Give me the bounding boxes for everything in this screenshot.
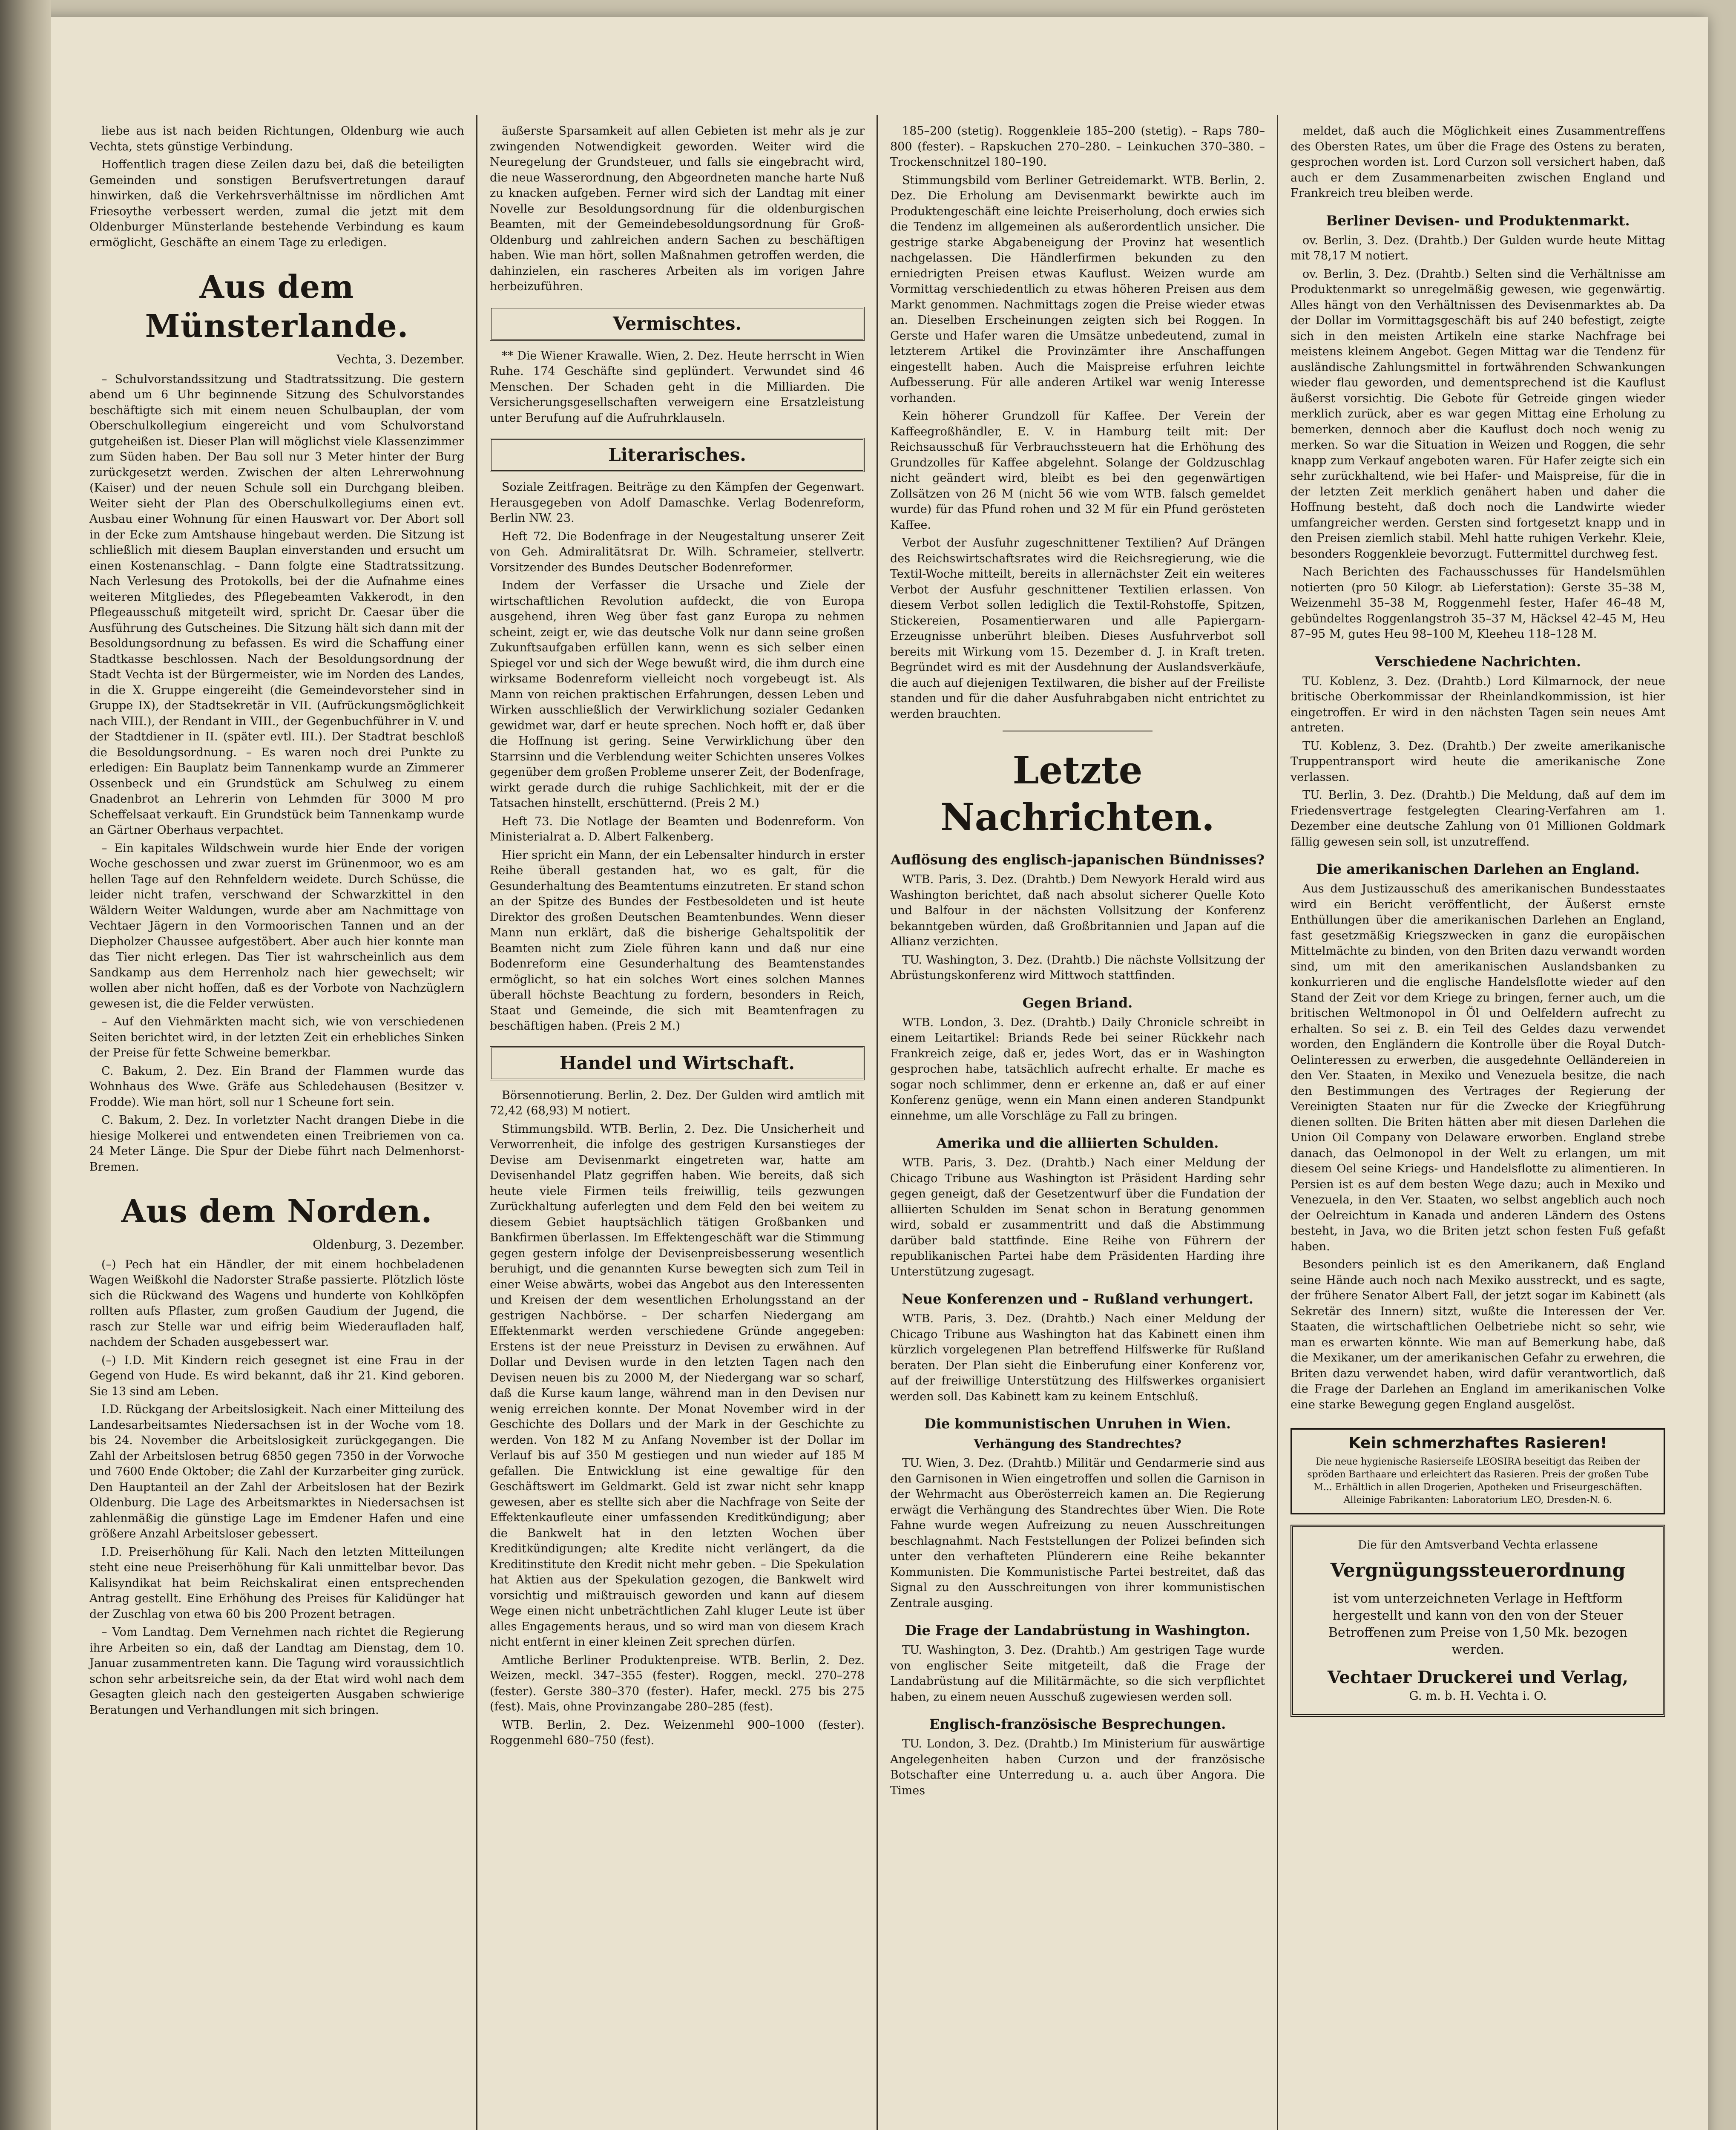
boxed-heading: Literarisches. xyxy=(490,438,865,472)
paragraph: WTB. Berlin, 2. Dez. Weizenmehl 900–1000 (fester). Roggenmehl 680–750 (fest). xyxy=(490,1718,865,1747)
paragraph: Indem der Verfasser die Ursache und Ziele der wirtschaftlichen Revolution aufdeckt, die von Europa ausgehend, ihren Weg über fast ganz Europa zu nehmen scheint, zeigt er, wie das deutsche Volk nur dann seine großen Zukunftsaufgaben erfüllen kann, wenn es sich selber einen Spiegel vor und sich der Wege bewußt wird, die ihm durch eine wirksame Bodenreform vielleicht noch vorgebeugt ist. Als Mann von reichen praktischen Erfahrungen, dessen Leben und Wirken ausschließlich der Verwirklichung sozialer Gedanken gewidmet war, darf er heute sprechen. Noch hofft er, daß über die Hoffnung ist gering. Seine Verwirklichung über den Starrsinn und die Verblendung weiter Schichten unseres Volkes gegenüber dem großen Probleme unserer Zeit, der Bodenfrage, wirkt gerade durch die ruhige Sachlichkeit, mit der er die Tatsachen hinstellt, erschütternd. (Preis 2 M.) xyxy=(490,579,865,810)
paragraph: Heft 72. Die Bodenfrage in der Neugestaltung unserer Zeit von Geh. Admiralitätsrat Dr. Wilh. Schrameier, stellvertr. Vorsitzender des Bundes Deutscher Bodenreformer. xyxy=(490,530,865,574)
paragraph: liebe aus ist nach beiden Richtungen, Oldenburg wie auch Vechta, stets günstige Verbindung. xyxy=(89,124,464,153)
page-binding-shadow xyxy=(0,0,51,2130)
subheading: Gegen Briand. xyxy=(1022,994,1133,1011)
column-rule xyxy=(476,115,477,2130)
subheading: Die Frage der Landabrüstung in Washington. xyxy=(905,1622,1250,1638)
boxed-heading: Vermischtes. xyxy=(490,307,865,341)
paragraph: – Vom Landtag. Dem Vernehmen nach richtet die Regierung ihre Arbeiten so ein, daß der Landtag am Dienstag, dem 10. Januar zusammentreten kann. Die Tagung wird voraussichtlich schon sehr arbeitsreiche sein, da der Etat wird wohl nach dem Gesagten gleich nach den gesteigerten Ausgaben schwierige Beratungen und Verhandlungen mit sich bringen. xyxy=(89,1626,464,1717)
newspaper-page xyxy=(26,17,1708,2130)
paragraph: TU. Wien, 3. Dez. (Drahtb.) Militär und Gendarmerie sind aus den Garnisonen in Wien eingetroffen und sollen die Garnison in der Wehrmacht aus Oberösterreich kamen an. Die Regierung erwägt die Verhängung des Standrechtes über Wien. Die Rote Fahne wurde wegen Aufreizung zu neuen Ausschreitungen beschlagnahmt. Nach Feststellungen der Polizei befinden sich unter den verhafteten Plünderern eine Reihe bekannter Kommunisten. Die Kommunistische Partei bestreitet, daß das Signal zu den Ausschreitungen von ihrer kommunistischen Zentrale ausging. xyxy=(890,1456,1265,1610)
column-1 xyxy=(89,124,464,1721)
paragraph: Amtliche Berliner Produktenpreise. WTB. Berlin, 2. Dez. Weizen, meckl. 347–355 (fester). Roggen, meckl. 270–278 (fester). Gerste 380–370 (fester). Hafer, meckl. 275 bis 275 (fest). Mais, ohne Provinzangabe 280–285 (fest). xyxy=(490,1653,865,1713)
paragraph: TU. Koblenz, 3. Dez. (Drahtb.) Lord Kilmarnock, der neue britische Oberkommissar der Rheinlandkommission, ist hier eingetroffen. Er wird in den nächsten Tagen sein neues Amt antreten. xyxy=(1291,674,1665,734)
ad-line: Die für den Amtsverband Vechta erlassene xyxy=(1358,1538,1598,1551)
paragraph: I.D. Preiserhöhung für Kali. Nach den letzten Mitteilungen steht eine neue Preiserhöhung für Kali unmittelbar bevor. Das Kalisyndikat hat beim Reichskalirat einen entsprechenden Antrag gestellt. Eine Erhöhung des Preises für Kalidünger hat der Zuschlag von etwa 60 bis 200 Prozent betragen. xyxy=(89,1545,464,1621)
subheading: Neue Konferenzen und – Rußland verhungert. xyxy=(902,1291,1253,1307)
subheading: Englisch-französische Besprechungen. xyxy=(929,1716,1226,1732)
paragraph: C. Bakum, 2. Dez. In vorletzter Nacht drangen Diebe in die hiesige Molkerei und entwendeten einen Treibriemen von ca. 24 Meter Länge. Die Spur der Diebe führt nach Delmenhorst-Bremen. xyxy=(89,1114,464,1174)
paragraph: TU. Koblenz, 3. Dez. (Drahtb.) Der zweite amerikanische Truppentransport wird heute die amerikanische Zone verlassen. xyxy=(1291,739,1665,784)
subheading: Verschiedene Nachrichten. xyxy=(1375,653,1581,670)
paragraph: WTB. Paris, 3. Dez. (Drahtb.) Dem Newyork Herald wird aus Washington berichtet, daß nach absolut sicherer Quelle Koto und Balfour in der nächsten Vollsitzung der Konferenz bekanntgeben würden, daß Großbritannien und Japan auf die Allianz verzichten. xyxy=(890,873,1265,948)
page-section-title: Letzte Nachrichten. xyxy=(940,748,1215,839)
paragraph: WTB. Paris, 3. Dez. (Drahtb.) Nach einer Meldung der Chicago Tribune aus Washington hat das Kabinett einen ihm kürzlich vorgelegenen Plan betreffend Hilfswerke für Rußland beraten. Der Plan sieht die Einberufung einer Konferenz vor, auf der freiwillige Unterstützung des Hilfswerkes organisiert werden soll. Das Kabinett kam zu keinem Entschluß. xyxy=(890,1312,1265,1403)
paragraph: äußerste Sparsamkeit auf allen Gebieten ist mehr als je zur zwingenden Notwendigkeit geworden. Weiter wird die Neuregelung der Grundsteuer, und falls sie eingebracht wird, die neue Wasserordnung, den Abgeordneten manche harte Nuß zu knacken aufgeben. Ferner wird sich der Landtag mit einer Novelle zur Besoldungsordnung für die oldenburgischen Beamten, mit der Gemeindebesoldungsordnung für Groß-Oldenburg und zahlreichen andern Sachen zu beschäftigen haben. Wie man hört, sollen Maßnahmen getroffen werden, die dahinzielen, ein rascheres Arbeiten als im vorigen Jahre herbeizuführen. xyxy=(490,124,865,293)
subheading: Auflösung des englisch-japanischen Bündnisses? xyxy=(891,852,1265,868)
column-2 xyxy=(490,124,865,1751)
paragraph: Stimmungsbild vom Berliner Getreidemarkt. WTB. Berlin, 2. Dez. Die Erholung am Devisenmarkt bewirkte auch im Produktengeschäft eine leichte Preiserholung, doch erwies sich die Tendenz im allgemeinen als außerordentlich unsicher. Die gestrige starke Abgabeneigung der Provinz hat wesentlich nachgelassen. Die Händlerfirmen bekunden zu den erniedrigten Preisen etwas Kauflust. Weizen wurde am Vormittag verschiedentlich zu etwas höheren Preisen aus dem Markt genommen. Nachmittags zogen die Preise wieder etwas an. Dieselben Erscheinungen zeigten sich bei Roggen. In Gerste und Hafer waren die Umsätze unbedeutend, zumal in letzterem Artikel die Provinzämter ihre Anschaffungen eingestellt haben. Auch die Maispreise erfuhren leichte Aufbesserung. Für alle anderen Artikel war wenig Interesse vorhanden. xyxy=(890,173,1265,405)
ad-body: ist vom unterzeichneten Verlage in Heftform hergestellt und kann von den von der Steuer Betroffenen zum Preise von 1,50 Mk. bezogen werden. xyxy=(1328,1591,1628,1657)
paragraph: ** Die Wiener Krawalle. Wien, 2. Dez. Heute herrscht in Wien Ruhe. 174 Geschäfte sind geplündert. Verwundet sind 46 Menschen. Der Schaden geht in die Milliarden. Die Versicherungsgesellschaften verweigern eine Ersatzleistung unter Berufung auf die Aufruhrklauseln. xyxy=(490,349,865,425)
paragraph: Hier spricht ein Mann, der ein Lebensalter hindurch in erster Reihe überall gestanden hat, wo es galt, für die Gesunderhaltung des Beamtentums einzutreten. Er stand schon an der Spitze des Bundes der Festbesoldeten und ist heute Direktor des großen Deutschen Beamtenbundes. Wenn dieser Mann nun erklärt, daß die bisherige Gehaltspolitik der Beamten nicht zum Ziele führen kann und daß nur eine Bodenreform eine Gesunderhaltung des Beamtenstandes ermöglicht, so hat ein solches Wort eines solchen Mannes überall höchste Beachtung zu fordern, besonders in Reich, Staat und Gemeinde, die sich mit Beamtenfragen zu beschäftigen haben. (Preis 2 M.) xyxy=(490,848,865,1033)
paragraph: WTB. London, 3. Dez. (Drahtb.) Daily Chronicle schreibt in einem Leitartikel: Briands Rede bei seiner Rückkehr nach Frankreich zeige, daß er, jedes Wort, das er in Washington gesprochen habe, tatsächlich aufrecht erhalte. Er mache es sogar noch schlimmer, denn er erkenne an, daß er auf einer Konferenz genüge, wenn ein Mann einen anderen Standpunkt einnehme, um alle Vorschläge zu Fall zu bringen. xyxy=(890,1016,1265,1123)
ad-body: Die neue hygienische Rasierseife LEOSIRA beseitigt das Reiben der spröden Barthaare und erleichtert das Rasieren. Preis der großen Tube M... Erhältlich in allen Drogerien, Apotheken und Friseurgeschäften. Alleinige Fabrikanten: Laboratorium LEO, Dresden-N. 6. xyxy=(1307,1456,1649,1505)
subheading: Die kommunistischen Unruhen in Wien. xyxy=(924,1416,1231,1432)
section-heading: Aus dem Norden. xyxy=(121,1193,433,1230)
paragraph: WTB. Paris, 3. Dez. (Drahtb.) Nach einer Meldung der Chicago Tribune aus Washington ist Präsident Harding sehr gegen geneigt, daß der Gesetzentwurf über die Fundation der alliierten Schulden im Senat schon in Beratung genommen wird, sobald er zusammentritt und daß die Abstimmung darüber bald stattfinde. Eine Reihe von Führern der republikanischen Partei habe dem Präsidenten Harding ihre Unterstützung zugesagt. xyxy=(890,1156,1265,1278)
column-3 xyxy=(890,124,1265,1801)
paragraph: Börsennotierung. Berlin, 2. Dez. Der Gulden wird amtlich mit 72,42 (68,93) M notiert. xyxy=(490,1088,865,1117)
paragraph: Soziale Zeitfragen. Beiträge zu den Kämpfen der Gegenwart. Herausgegeben von Adolf Damaschke. Verlag Bodenreform, Berlin NW. 23. xyxy=(490,481,865,525)
subheading: Verhängung des Standrechtes? xyxy=(974,1437,1181,1451)
paragraph: TU. Washington, 3. Dez. (Drahtb.) Am gestrigen Tage wurde von englischer Seite mitgeteilt, daß die Frage der Landabrüstung auf die Militärmächte, so die sich verpflichtet haben, zu einem neuen Ausschuß zugewiesen werden soll. xyxy=(890,1644,1265,1704)
dateline: Vechta, 3. Dezember. xyxy=(336,352,464,366)
paragraph: (–) I.D. Mit Kindern reich gesegnet ist eine Frau in der Gegend von Hude. Es wird bekannt, daß ihr 21. Kind geboren. Sie 13 sind am Leben. xyxy=(89,1353,464,1398)
paragraph: 185–200 (stetig). Roggenkleie 185–200 (stetig). – Raps 780–800 (fester). – Rapskuchen 270–280. – Leinkuchen 370–380. – Trockenschnitzel 180–190. xyxy=(890,124,1265,169)
advertisement-razor xyxy=(1291,1428,1665,1514)
paragraph: – Auf den Viehmärkten macht sich, wie von verschiedenen Seiten berichtet wird, in der letzten Zeit ein erhebliches Sinken der Preise für fette Schweine bemerkbar. xyxy=(89,1015,464,1059)
paragraph: ov. Berlin, 3. Dez. (Drahtb.) Selten sind die Verhältnisse am Produktenmarkt so unregelmäßig gewesen, wie gegenwärtig. Alles hängt von den Verhältnissen des Devisenmarktes ab. Da der Dollar im Vormittagsgeschäft bis auf 240 befestigt, zeigte sich in den meisten Artikeln eine starke Nachfrage bei meistens kleinem Angebot. Gegen Mittag war die Tendenz für ausländische Zahlungsmittel in fortwährenden Schwankungen wieder flau geworden, und dementsprechend ist die Kauflust äußerst vorsichtig. Die Gebote für Getreide gingen wieder merklich zurück, aber es war gegen Mittag eine Erholung zu bemerken, dennoch aber die Kauflust doch noch wenig zu merken. So war die Situation in Weizen und Roggen, die sehr knapp zum Verkauf angeboten waren. Für Hafer zeigte sich ein sehr zurückhaltend, wie bei Hafer- und Maispreise, für die in der letzten Zeit merklich genähert haben und daher die Hoffnung besteht, daß doch noch die Landwirte wieder umfangreicher werden. Gersten sind fortgesetzt knapp und in den Preisen ziemlich stabil. Mehl hatte ruhigen Verkehr. Kleie, besonders Roggenkleie bevorzugt. Futtermittel durchweg fest. xyxy=(1291,267,1665,561)
paragraph: – Schulvorstandssitzung und Stadtratssitzung. Die gestern abend um 6 Uhr beginnende Sitzung des Schulvorstandes beschäftigte sich mit einem neuen Schulbauplan, der vom Oberschulkollegium eingereicht und vom Schulvorstand gutgeheißen ist. Dieser Plan will möglichst viele Klassenzimmer zum Süden haben. Der Bau soll nur 3 Meter hinter der Burg zurückgesetzt werden. Zwischen der alten Lehrerwohnung (Kaiser) und der neuen Schule soll ein Durchgang bleiben. Weiter sieht der Plan des Oberschulkollegiums einen evt. Ausbau einer Wohnung für einen Hauswart vor. Der Abort soll in der Ecke zum Amtshause hingebaut werden. Die Sitzung ist schließlich mit diesem Bauplan einverstanden und ersucht um einen Kostenanschlag. – Dann folgte eine Stadtratssitzung. Nach Verlesung des Protokolls, bei der die Aufnahme eines weiteren Mitgliedes, des Pflegebeamten Vakkerodt, in den Pflegeausschuß mitgeteilt wird, spricht Dr. Caesar über die Ausführung des Gutscheines. Die Sitzung hält sich dann mit der Besoldungsordnung zu befassen. Es wird die Schaffung einer Stadtkasse beschlossen. Nach der Besoldungsordnung der Stadt Vechta ist der Bürgermeister, wie im Norden des Landes, in die X. Gruppe eingereiht (die Gemeindevorsteher sind in Gruppe IX), der Stadtsekretär in VII. (Aufrückungsmöglichkeit nach VIII.), der Rendant in VIII., der Gegenbuchführer in V. und der Stadtdiener in II. (später evtl. III.). Der Stadtrat beschloß die Besoldungsordnung. – Es waren noch drei Punkte zu erledigen: Ein Bauplatz beim Tannenkamp wurde an Zimmerer Ossenbeck und ein Grundstück am Schulweg zu einem Gnadenbrot an Lehrerin von Lehmden für 3000 M pro Scheffelsaat verkauft. Ein Grundstück beim Tannenkamp wurde an Gärtner Oberhaus verpachtet. xyxy=(89,372,464,837)
paragraph: ov. Berlin, 3. Dez. (Drahtb.) Der Gulden wurde heute Mittag mit 78,17 M notiert. xyxy=(1291,233,1665,262)
paragraph: Besonders peinlich ist es den Amerikanern, daß England seine Hände auch noch nach Mexiko ausstreckt, und es sagte, der frühere Senator Albert Fall, der jetzt sogar im Kabinett (als Sekretär des Innern) sitzt, wußte die Interessen der Ver. Staaten, die wirtschaftlichen Oelbetriebe nicht so sehr, wie man es erwarten könnte. Wie man auf Bemerkung habe, daß die Mexikaner, um der amerikanischen Gefahr zu erwehren, die Briten dazu verwendet haben, wird dafür verantwortlich, daß die Frage der Darlehen an England im amerikanischen Volke eine starke Bewegung gegen England ausgelöst. xyxy=(1291,1258,1665,1411)
paragraph: TU. London, 3. Dez. (Drahtb.) Im Ministerium für auswärtige Angelegenheiten haben Curzon und der französische Botschafter eine Unterredung u. a. auch über Angora. Die Times xyxy=(890,1737,1265,1797)
paragraph: TU. Washington, 3. Dez. (Drahtb.) Die nächste Vollsitzung der Abrüstungskonferenz wird Mittwoch stattfinden. xyxy=(890,953,1265,982)
paragraph: TU. Berlin, 3. Dez. (Drahtb.) Die Meldung, daß auf dem im Friedensvertrage festgelegten Clearing-Verfahren am 1. Dezember eine deutsche Zahlung von 01 Millionen Goldmark fällig gewesen sein soll, ist unzutreffend. xyxy=(1291,789,1665,849)
paragraph: meldet, daß auch die Möglichkeit eines Zusammentreffens des Obersten Rates, um über die Frage des Ostens zu beraten, gesprochen worden ist. Lord Curzon soll versichert haben, daß auch er dem Zusammenarbeiten zwischen England und Frankreich treu bleiben werde. xyxy=(1291,124,1665,200)
ad-title: Kein schmerzhaftes Rasieren! xyxy=(1348,1434,1607,1452)
subheading: Amerika und die alliierten Schulden. xyxy=(936,1135,1219,1151)
paragraph: Nach Berichten des Fachausschusses für Handelsmühlen notierten (pro 50 Kilogr. ab Lieferstation): Gerste 35–38 M, Weizenmehl 35–38 M, Roggenmehl fester, Hafer 46–48 M, gebündeltes Roggenlangstroh 35–37 M, Häcksel 42–45 M, Heu 87–95 M, gutes Heu 98–100 M, Kleeheu 118–128 M. xyxy=(1291,565,1665,641)
subheading: Berliner Devisen- und Produktenmarkt. xyxy=(1326,212,1630,229)
paragraph: Aus dem Justizausschuß des amerikanischen Bundesstaates wird ein Bericht veröffentlicht, der Äußerst ernste Enthüllungen über die amerikanischen Darlehen an England, fast gesetzmäßig Kriegszwecken in ganz die europäischen Mittelmächte zu binden, von den Briten dazu verwandt worden sind, um mit den amerikanischen Auslandsbanken zu konkurrieren und die englische Handelsflotte wieder auf den Stand der Zeit vor dem Kriege zu bringen, ferner auch, um die britischen Weltmonopol in Öl und Oelfeldern aufrecht zu erhalten. So sei z. B. ein Teil des Geldes dazu verwendet worden, den Engländern die Kontrolle über die Royal Dutch-Oelinteressen zu erwerben, die ausgedehnte Oelländereien in den Ver. Staaten, in Mexiko und Venezuela besitze, die nach den Bestimmungen des Vertrages der Regierung der Vereinigten Staaten nur für die Zwecke der Kriegführung dienen sollten. Die Briten hätten aber mit diesen Darlehen die Union Oil Company von Delaware erworben. England strebe danach, das Oelmonopol in der Welt zu erlangen, um mit diesem Oel seine Kriegs- und Handelsflotte zu alimentieren. In Persien ist es auf dem besten Wege dazu; auch in Mexiko und Venezuela, in den Ver. Staaten, wo selbst angeblich auch noch der Oelreichtum in Kanada und anderen Ländern des Ostens besteht, in Java, wo die Briten jetzt schon festen Fuß gefaßt haben. xyxy=(1291,882,1665,1253)
paragraph: Stimmungsbild. WTB. Berlin, 2. Dez. Die Unsicherheit und Verworrenheit, die infolge des gestrigen Kursanstieges der Devise am Devisenmarkt eingetreten war, hatte am Devisenhandel Platz gegriffen haben. Wie bereits, daß sich heute viele Firmen teils freiwillig, teils gezwungen Zurückhaltung auferlegten und dem Feld den bei weitem zu diesem Gebiet hauptsächlich tätigen Großbanken und Bankfirmen überlassen. Im Effektengeschäft war die Stimmung gegen gestern infolge der Devisenpreisbesserung wesentlich beruhigt, und die genannten Kurse bewegten sich zum Teil in einer Weise abwärts, wobei das Angebot aus den Interessenten und Kreisen der dem wesentlichen Erholungsstand an der gestrigen Nachbörse. – Der scharfen Niedergang am Effektenmarkt werden verschiedene Gründe angegeben: Erstens ist der neue Preissturz in Devisen zu erwähnen. Auf Dollar und Devisen wurde in den letzten Tagen nach den Devisen neuen bis zu 2000 M, der Niedergang war so scharf, daß die Kurse kaum lange, während man in den Devisen nur wenig erreichen konnte. Der Monat November wird in der Geschichte des Dollars und der Mark in der Geschichte zu werden. Von 182 M zu Anfang November ist der Dollar im Verlauf bis auf 350 M gestiegen und nun wieder auf 185 M gefallen. Die Entwicklung ist eine gewaltige für den Geschäftswert im Geldmarkt. Geld ist zwar nicht sehr knapp gewesen, aber es stellte sich aber die Nachfrage von Seite der Effektenkaufleute einer umfassenden Kreditkündigung; aber die Bankwelt hat in den letzten Wochen über Kreditkündigungen; alte Kredite nicht verlängert, da die Kreditinstitute den Kredit nicht mehr geben. – Die Spekulation hat Aktien aus der Spekulation gezogen, die Bankwelt wird vorsichtig und mißtrauisch geworden und kann auf diesem Wege einen nicht unbeträchtlichen Zahl kluger Leute ist über alles Engagements heraus, und so wird man von diesem Krach nicht entfernt in einer kleinen Zeit sprechen dürfen. xyxy=(490,1122,865,1649)
dateline: Oldenburg, 3. Dezember. xyxy=(313,1238,464,1252)
column-rule xyxy=(877,115,878,2130)
paragraph: Hoffentlich tragen diese Zeilen dazu bei, daß die beteiligten Gemeinden und sonstigen Berufsvertretungen darauf hinwirken, daß die Verkehrsverhältnisse im nördlichen Amt Friesoythe verbessert werden, zumal die jetzt mit dem Oldenburger Münsterlande bestehende Verbindung es kaum ermöglicht, Geschäfte an einem Tage zu erledigen. xyxy=(89,158,464,249)
paragraph: (–) Pech hat ein Händler, der mit einem hochbeladenen Wagen Weißkohl die Nadorster Straße passierte. Plötzlich löste sich die Rückwand des Wagens und hunderte von Kohlköpfen rollten aufs Pflaster, zum großen Gaudium der Jugend, die rasch zur Stelle war und eifrig beim Wiederaufladen half, nachdem der Schaden ausgebessert war. xyxy=(89,1258,464,1349)
ad-publisher: Vechtaer Druckerei und Verlag, xyxy=(1327,1667,1629,1687)
ad-title: Vergnügungssteuerordnung xyxy=(1330,1560,1626,1581)
paragraph: Heft 73. Die Notlage der Beamten und Bodenreform. Von Ministerialrat a. D. Albert Falkenberg. xyxy=(490,815,865,843)
column-4 xyxy=(1291,124,1665,1721)
ad-publisher-address: G. m. b. H. Vechta i. O. xyxy=(1409,1689,1547,1703)
advertisement-tax-ordinance xyxy=(1291,1525,1665,1717)
paragraph: I.D. Rückgang der Arbeitslosigkeit. Nach einer Mitteilung des Landesarbeitsamtes Niedersachsen ist in der Woche vom 18. bis 24. November die Arbeitslosigkeit zurückgegangen. Die Zahl der Arbeitslosen betrug 6850 gegen 7350 in der Vorwoche und 7600 Ende Oktober; die Zahl der Kurzarbeiter ging zurück. Den Hauptanteil an der Zahl der Arbeitslosen hat der Bezirk Oldenburg. Die Lage des Arbeitsmarktes in Niedersachsen ist zahlenmäßig die günstige Lage im Emdener Hafen und eine größere Anzahl Arbeitsloser gebessert. xyxy=(89,1403,464,1540)
section-heading: Aus dem Münsterlande. xyxy=(145,269,409,345)
paragraph: – Ein kapitales Wildschwein wurde hier Ende der vorigen Woche geschossen und zwar zuerst im Grünenmoor, wo es am hellen Tage auf den Rehnfeldern weidete. Durch Schüsse, die leider nicht trafen, verschwand der Schwarzkittel in den Wäldern Weiter Waldungen, wurde aber am Nachmittage von Vechtaer Jägern in den Vormoorischen Tannen und an der Diepholzer Chaussee aufgestöbert. Aber auch hier konnte man das Tier nicht erlegen. Das Tier ist wahrscheinlich aus dem Sandkamp aus dem Herrenholz nach hier gewechselt; wir wollen aber nicht hoffen, daß es der Vorbote von Nachzüglern gewesen ist, die die Felder verwüsten. xyxy=(89,841,464,1010)
paragraph: C. Bakum, 2. Dez. Ein Brand der Flammen wurde das Wohnhaus des Wwe. Gräfe aus Schledehausen (Besitzer v. Frodde). Wie man hört, soll nur 1 Scheune fort sein. xyxy=(89,1064,464,1109)
subheading: Die amerikanischen Darlehen an England. xyxy=(1316,861,1640,877)
column-rule xyxy=(1277,115,1278,2130)
paragraph: Kein höherer Grundzoll für Kaffee. Der Verein der Kaffeegroßhändler, E. V. in Hamburg teilt mit: Der Reichsausschuß für Verbrauchssteuern hat die Erhöhung des Grundzolles für Kaffee abgelehnt. Solange der Goldzuschlag nicht geändert wird, bleibt es bei den gegenwärtigen Zollsätzen von 26 M (nicht 56 wie vom WTB. falsch gemeldet wurde) für das Pfund rohen und 32 M für ein Pfund gerösteten Kaffee. xyxy=(890,409,1265,532)
boxed-heading: Handel und Wirtschaft. xyxy=(490,1046,865,1080)
paragraph: Verbot der Ausfuhr zugeschnittener Textilien? Auf Drängen des Reichswirtschaftsrates wird die Reichsregierung, wie die Textil-Woche mitteilt, bereits in allernächster Zeit ein weiteres Verbot der Ausfuhr geschnittener Textilien erlassen. Von diesem Verbot sollen lediglich die Textil-Rohstoffe, Spitzen, Stickereien, Posamentierwaren und alle Papiergarn-Erzeugnisse unberührt bleiben. Dieses Ausfuhrverbot soll bereits mit Wirkung vom 15. Dezember d. J. in Kraft treten. Begründet wird es mit der Ausdehnung der Auslandsverkäufe, die auch auf diejenigen Textilwaren, die bisher auf der Freiliste standen und für die daher Ausfuhrabgaben nicht entrichtet zu werden brauchten. xyxy=(890,536,1265,721)
